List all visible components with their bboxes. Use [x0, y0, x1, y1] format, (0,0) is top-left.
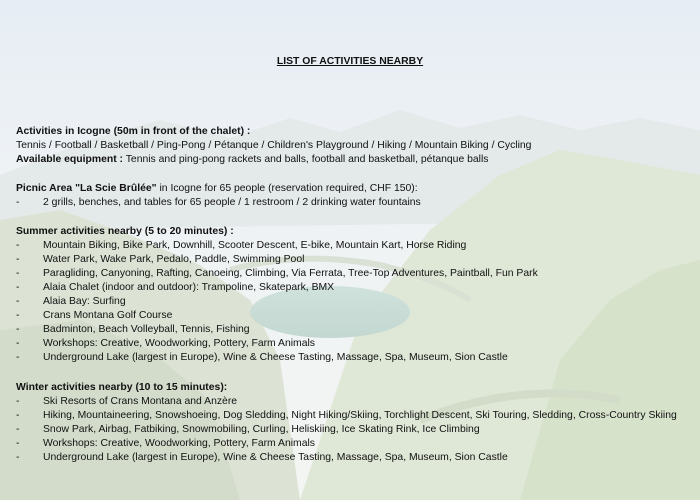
icogne-heading: Activities in Icogne (50m in front of the chalet) : — [16, 126, 251, 137]
bullet-dash: - — [16, 396, 20, 407]
list-item-text: Mountain Biking, Bike Park, Downhill, Scooter Descent, E-bike, Mountain Kart, Horse Riding — [43, 240, 467, 251]
icogne-equipment — [16, 153, 692, 167]
winter-section — [16, 381, 692, 465]
list-item — [16, 395, 692, 409]
list-item — [16, 423, 692, 437]
bullet-dash: - — [16, 410, 20, 421]
bullet-dash: - — [16, 352, 20, 363]
list-item — [16, 337, 692, 351]
list-item-text: Snow Park, Airbag, Fatbiking, Snowmobiling, Curling, Heliskiing, Ice Skating Rink, Ice Climbing — [43, 424, 480, 435]
picnic-section — [16, 182, 692, 210]
list-item-text: 2 grills, benches, and tables for 65 people / 1 restroom / 2 drinking water fountains — [43, 197, 421, 208]
winter-heading: Winter activities nearby (10 to 15 minutes): — [16, 382, 228, 393]
equipment-label: Available equipment : — [16, 154, 124, 165]
bullet-dash: - — [16, 296, 20, 307]
bullet-dash: - — [16, 324, 20, 335]
list-item — [16, 323, 692, 337]
bullet-dash: - — [16, 240, 20, 251]
bullet-dash: - — [16, 452, 20, 463]
picnic-heading — [16, 182, 692, 196]
bullet-dash: - — [16, 424, 20, 435]
list-item-text: Alaia Bay: Surfing — [43, 296, 126, 307]
bullet-dash: - — [16, 310, 20, 321]
list-item — [16, 281, 692, 295]
list-item-text: Underground Lake (largest in Europe), Wine & Cheese Tasting, Massage, Spa, Museum, Sion Castle — [43, 352, 508, 363]
summer-section — [16, 225, 692, 365]
list-item-text: Ski Resorts of Crans Montana and Anzère — [43, 396, 238, 407]
bullet-dash: - — [16, 268, 20, 279]
bullet-dash: - — [16, 282, 20, 293]
bullet-dash: - — [16, 254, 20, 265]
bullet-dash: - — [16, 197, 20, 208]
picnic-heading-rest: in Icogne for 65 people (reservation required, CHF 150): — [156, 183, 418, 194]
list-item-text: Crans Montana Golf Course — [43, 310, 173, 321]
list-item-text: Underground Lake (largest in Europe), Wine & Cheese Tasting, Massage, Spa, Museum, Sion Castle — [43, 452, 508, 463]
icogne-section — [16, 125, 692, 167]
summer-heading: Summer activities nearby (5 to 20 minutes) : — [16, 226, 234, 237]
list-item — [16, 295, 692, 309]
list-item-text: Workshops: Creative, Woodworking, Pottery, Farm Animals — [43, 338, 315, 349]
equipment-text: Tennis and ping-pong rackets and balls, football and basketball, pétanque balls — [123, 154, 489, 165]
list-item — [16, 267, 692, 281]
list-item-text: Hiking, Mountaineering, Snowshoeing, Dog Sledding, Night Hiking/Skiing, Torchlight Descent, Ski Touring, Sledding, Cross-Country Skiing — [43, 410, 677, 421]
bullet-dash: - — [16, 438, 20, 449]
list-item — [16, 253, 692, 267]
list-item-text: Water Park, Wake Park, Pedalo, Paddle, Swimming Pool — [43, 254, 305, 265]
list-item-text: Workshops: Creative, Woodworking, Pottery, Farm Animals — [43, 438, 315, 449]
list-item — [16, 309, 692, 323]
list-item — [16, 239, 692, 253]
icogne-activities: Tennis / Football / Basketball / Ping-Pong / Pétanque / Children's Playground / Hiking / Mountain Biking / Cycling — [16, 140, 532, 151]
list-item — [16, 409, 692, 423]
bullet-dash: - — [16, 338, 20, 349]
list-item-text: Badminton, Beach Volleyball, Tennis, Fishing — [43, 324, 250, 335]
list-item — [16, 351, 692, 365]
list-item — [16, 437, 692, 451]
list-item-text: Paragliding, Canyoning, Rafting, Canoeing, Climbing, Via Ferrata, Tree-Top Adventures, Paintball, Fun Park — [43, 268, 538, 279]
list-item-text: Alaia Chalet (indoor and outdoor): Trampoline, Skatepark, BMX — [43, 282, 335, 293]
list-item — [16, 451, 692, 465]
picnic-heading-bold: Picnic Area "La Scie Brûlée" — [16, 183, 157, 194]
page-title: LIST OF ACTIVITIES NEARBY — [276, 56, 424, 67]
list-item — [16, 196, 692, 210]
